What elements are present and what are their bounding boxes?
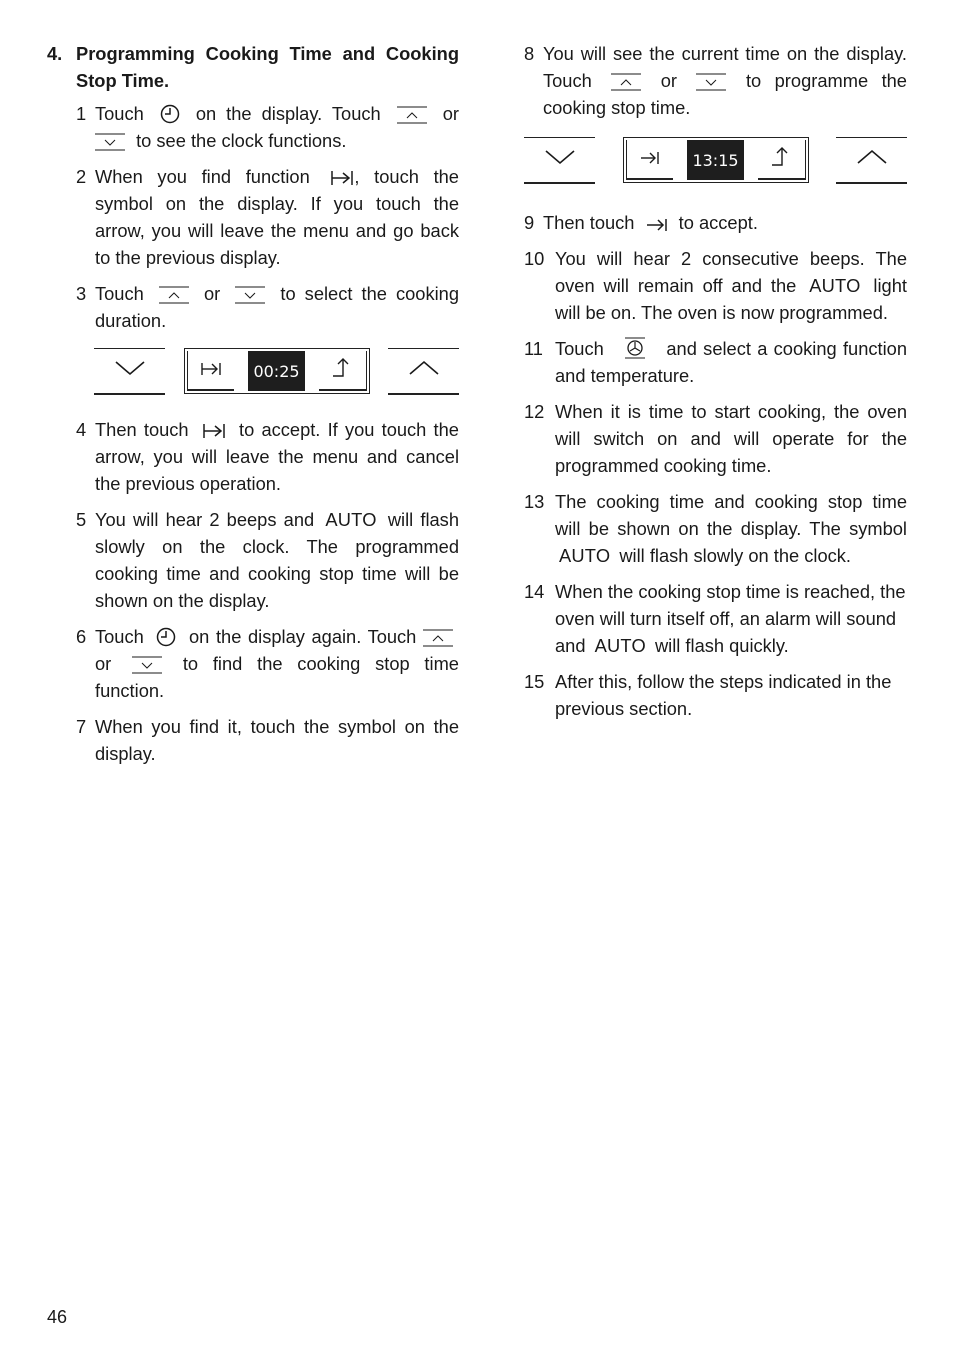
step-text: The cooking time and cooking stop time will be shown on the display. The symbol AUTO will flash slowly on the clock. bbox=[555, 488, 907, 569]
down-key-icon bbox=[696, 73, 726, 91]
step-14 bbox=[524, 578, 907, 659]
step-number: 14 bbox=[524, 581, 545, 602]
control-panel-illustration bbox=[524, 137, 907, 183]
step-text: When it is time to start cooking, the oven will switch on and will operate for the programmed cooking time. bbox=[555, 401, 907, 476]
display-panel bbox=[184, 348, 370, 394]
auto-indicator: AUTO bbox=[594, 635, 646, 656]
down-key-icon bbox=[95, 133, 125, 151]
step-number: 15 bbox=[524, 671, 545, 692]
step-11 bbox=[524, 335, 907, 389]
step-text: Then touch to accept. bbox=[543, 212, 758, 233]
step-number: 8 bbox=[524, 43, 535, 64]
step-text: Then touch to accept. If you touch the arrow, you will leave the menu and cancel the previous operation. bbox=[95, 419, 459, 494]
step-number: 9 bbox=[524, 212, 535, 233]
down-button bbox=[94, 348, 165, 395]
auto-indicator: AUTO bbox=[809, 275, 861, 296]
step-number: 11 bbox=[524, 338, 543, 359]
step-text: You will hear 2 beeps and AUTO will flash slowly on the clock. The programmed cooking time and cooking stop time will be shown on the display. bbox=[95, 506, 459, 614]
step-7 bbox=[76, 713, 459, 767]
chevron-down-icon bbox=[544, 146, 576, 173]
step-6 bbox=[76, 623, 459, 704]
time-readout: 00:25 bbox=[248, 351, 305, 391]
up-button bbox=[388, 348, 459, 395]
section-heading bbox=[47, 40, 459, 94]
step-15 bbox=[524, 668, 907, 722]
step-3 bbox=[76, 280, 459, 334]
clock-icon bbox=[156, 627, 176, 647]
step-number: 13 bbox=[524, 491, 545, 512]
chevron-up-icon bbox=[408, 357, 440, 384]
step-number: 7 bbox=[76, 716, 87, 737]
step-text: When you find it, touch the symbol on the display. bbox=[95, 716, 459, 764]
step-text: You will hear 2 consecutive beeps. The oven will remain off and the AUTO light will be on. The oven is now programmed. bbox=[555, 248, 907, 323]
step-number: 2 bbox=[76, 166, 87, 187]
clock-icon bbox=[160, 104, 180, 124]
step-up-arrow-icon bbox=[769, 145, 793, 174]
accept-arrow-icon bbox=[646, 217, 668, 233]
page-number: 46 bbox=[47, 1307, 68, 1327]
step-number: 3 bbox=[76, 283, 87, 304]
step-2 bbox=[76, 163, 459, 271]
step-number: 1 bbox=[76, 103, 87, 124]
step-text: Touch and select a cooking function and temperature. bbox=[555, 338, 907, 386]
end-time-icon bbox=[330, 169, 354, 187]
back-button bbox=[758, 140, 806, 180]
section-title: Programming Cooking Time and Cooking Stop Time. bbox=[76, 43, 459, 91]
down-button bbox=[524, 137, 595, 184]
end-time-icon bbox=[202, 422, 226, 440]
step-5 bbox=[76, 506, 459, 614]
up-key-icon bbox=[159, 286, 189, 304]
step-13 bbox=[524, 488, 907, 569]
back-button bbox=[319, 351, 367, 391]
step-number: 6 bbox=[76, 626, 87, 647]
up-key-icon bbox=[611, 73, 641, 91]
step-text: You will see the current time on the display. Touch or to programme the cooking stop time. bbox=[543, 43, 907, 118]
chevron-down-icon bbox=[114, 357, 146, 384]
down-key-icon bbox=[132, 656, 162, 674]
step-4 bbox=[76, 416, 459, 497]
step-text: When the cooking stop time is reached, the oven will turn itself off, an alarm will sound and AUTO will flash quickly. bbox=[555, 578, 907, 659]
step-number: 10 bbox=[524, 248, 545, 269]
oven-function-icon bbox=[624, 337, 646, 359]
right-column bbox=[524, 40, 907, 731]
step-12 bbox=[524, 398, 907, 479]
step-text: Touch or to select the cooking duration. bbox=[95, 283, 459, 331]
section-number: 4. bbox=[47, 43, 63, 64]
accept-button bbox=[626, 140, 674, 180]
accept-arrow-icon bbox=[640, 146, 660, 173]
step-number: 4 bbox=[76, 419, 87, 440]
step-number: 12 bbox=[524, 401, 545, 422]
auto-indicator: AUTO bbox=[559, 545, 611, 566]
step-1 bbox=[76, 100, 459, 154]
time-readout: 13:15 bbox=[687, 140, 744, 180]
step-8 bbox=[524, 40, 907, 121]
chevron-up-icon bbox=[856, 146, 888, 173]
step-text: After this, follow the steps indicated in the previous section. bbox=[555, 671, 892, 719]
left-column bbox=[47, 40, 459, 776]
end-time-icon bbox=[200, 357, 222, 384]
display-panel bbox=[623, 137, 809, 183]
step-text: Touch on the display. Touch or to see the clock functions. bbox=[95, 103, 459, 151]
step-text: Touch on the display again. Touch or to find the cooking stop time function. bbox=[95, 626, 459, 701]
step-9 bbox=[524, 209, 907, 236]
up-key-icon bbox=[423, 629, 453, 647]
down-key-icon bbox=[235, 286, 265, 304]
step-up-arrow-icon bbox=[330, 356, 354, 385]
up-key-icon bbox=[397, 106, 427, 124]
up-button bbox=[836, 137, 907, 184]
step-10 bbox=[524, 245, 907, 326]
accept-button bbox=[187, 351, 235, 391]
step-number: 5 bbox=[76, 509, 87, 530]
auto-indicator: AUTO bbox=[325, 509, 377, 530]
step-text: When you find function , touch the symbol on the display. If you touch the arrow, you will leave the menu and go back to the previous display. bbox=[95, 166, 459, 268]
control-panel-illustration bbox=[94, 348, 459, 394]
